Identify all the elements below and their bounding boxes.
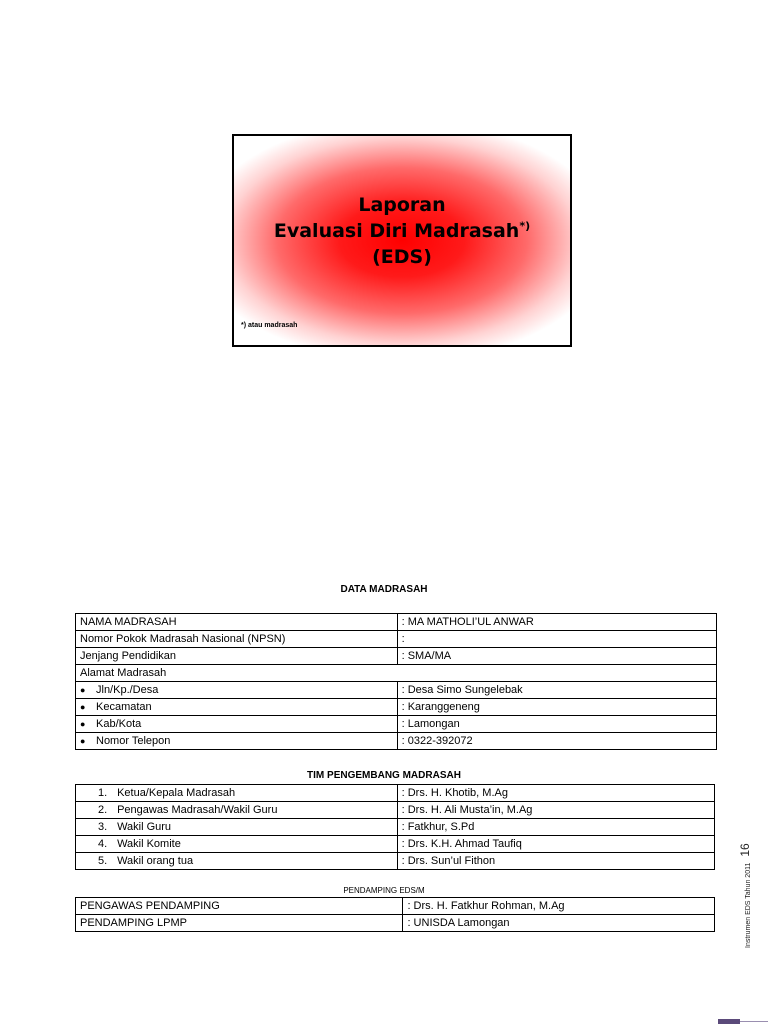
cover-title bbox=[234, 192, 570, 270]
pendamping-heading: PENDAMPING EDS/M bbox=[343, 886, 425, 895]
row-value: : MA MATHOLI’UL ANWAR bbox=[397, 614, 716, 631]
row-number: 4. bbox=[98, 838, 108, 850]
row-label: Pengawas Madrasah/Wakil Guru bbox=[117, 804, 278, 816]
page-number: 16 bbox=[738, 843, 752, 857]
row-value: : Drs. H. Ali Musta’in, M.Ag bbox=[397, 802, 714, 819]
row-value: : Fatkhur, S.Pd bbox=[397, 819, 714, 836]
corner-decoration bbox=[718, 1019, 740, 1024]
table-row bbox=[76, 699, 717, 716]
table-row bbox=[76, 802, 715, 819]
row-label-cell bbox=[76, 802, 398, 819]
row-label-cell bbox=[76, 682, 398, 699]
row-label: PENGAWAS PENDAMPING bbox=[76, 898, 403, 915]
row-label: Kecamatan bbox=[96, 701, 152, 713]
row-label: Alamat Madrasah bbox=[76, 665, 717, 682]
table-row bbox=[76, 682, 717, 699]
row-label: Wakil Komite bbox=[117, 838, 181, 850]
row-value: : Drs. H. Khotib, M.Ag bbox=[397, 785, 714, 802]
row-label: Jln/Kp./Desa bbox=[96, 684, 159, 696]
row-label: PENDAMPING LPMP bbox=[76, 915, 403, 932]
table-row bbox=[76, 614, 717, 631]
table-row bbox=[76, 716, 717, 733]
row-label: Nomor Telepon bbox=[96, 735, 171, 747]
row-value: : Lamongan bbox=[397, 716, 716, 733]
table-row bbox=[76, 836, 715, 853]
table-row bbox=[76, 785, 715, 802]
row-value: : Drs. K.H. Ahmad Taufiq bbox=[397, 836, 714, 853]
pendamping-table bbox=[75, 897, 715, 932]
table-row bbox=[76, 665, 717, 682]
row-label-cell bbox=[76, 699, 398, 716]
row-label: Kab/Kota bbox=[96, 718, 142, 730]
cover-title-line1: Laporan bbox=[358, 194, 446, 216]
row-number: 1. bbox=[98, 787, 108, 799]
row-value: : Drs. Sun’ul Fithon bbox=[397, 853, 714, 870]
tim-pengembang-heading: TIM PENGEMBANG MADRASAH bbox=[307, 770, 461, 781]
footer-text: Instrumen EDS Tahun 2011 bbox=[745, 862, 752, 948]
data-madrasah-table bbox=[75, 613, 717, 750]
bullet-icon: ● bbox=[80, 736, 86, 746]
cover-title-line2 bbox=[234, 218, 570, 244]
corner-line-decoration bbox=[740, 1021, 768, 1022]
row-label-cell bbox=[76, 836, 398, 853]
row-label-cell bbox=[76, 819, 398, 836]
table-row bbox=[76, 631, 717, 648]
row-value: : Drs. H. Fatkhur Rohman, M.Ag bbox=[403, 898, 715, 915]
cover-title-line3: (EDS) bbox=[372, 246, 432, 268]
row-label: NAMA MADRASAH bbox=[76, 614, 398, 631]
row-label: Ketua/Kepala Madrasah bbox=[117, 787, 236, 799]
row-value: : Desa Simo Sungelebak bbox=[397, 682, 716, 699]
row-label: Wakil Guru bbox=[117, 821, 172, 833]
table-row bbox=[76, 898, 715, 915]
row-value: : Karanggeneng bbox=[397, 699, 716, 716]
cover-title-line2-text: Evaluasi Diri Madrasah bbox=[273, 220, 520, 242]
cover-note: *) atau madrasah bbox=[241, 322, 298, 329]
page-footer bbox=[724, 808, 752, 948]
bullet-icon: ● bbox=[80, 685, 86, 695]
row-label: Jenjang Pendidikan bbox=[76, 648, 398, 665]
row-label-cell bbox=[76, 733, 398, 750]
row-label-cell bbox=[76, 716, 398, 733]
row-number: 3. bbox=[98, 821, 108, 833]
row-label-cell bbox=[76, 785, 398, 802]
cover-title-superscript: *) bbox=[519, 219, 531, 233]
table-row bbox=[76, 915, 715, 932]
bullet-icon: ● bbox=[80, 719, 86, 729]
bullet-icon: ● bbox=[80, 702, 86, 712]
row-value: : SMA/MA bbox=[397, 648, 716, 665]
table-row bbox=[76, 648, 717, 665]
row-value: : 0322-392072 bbox=[397, 733, 716, 750]
cover-box bbox=[232, 134, 572, 347]
row-value: : bbox=[397, 631, 716, 648]
row-label: Nomor Pokok Madrasah Nasional (NPSN) bbox=[76, 631, 398, 648]
tim-pengembang-table bbox=[75, 784, 715, 870]
table-row bbox=[76, 819, 715, 836]
row-number: 2. bbox=[98, 804, 108, 816]
table-row bbox=[76, 853, 715, 870]
data-madrasah-heading: DATA MADRASAH bbox=[340, 584, 428, 595]
row-number: 5. bbox=[98, 855, 108, 867]
table-row bbox=[76, 733, 717, 750]
row-label: Wakil orang tua bbox=[117, 855, 194, 867]
row-value: : UNISDA Lamongan bbox=[403, 915, 715, 932]
row-label-cell bbox=[76, 853, 398, 870]
